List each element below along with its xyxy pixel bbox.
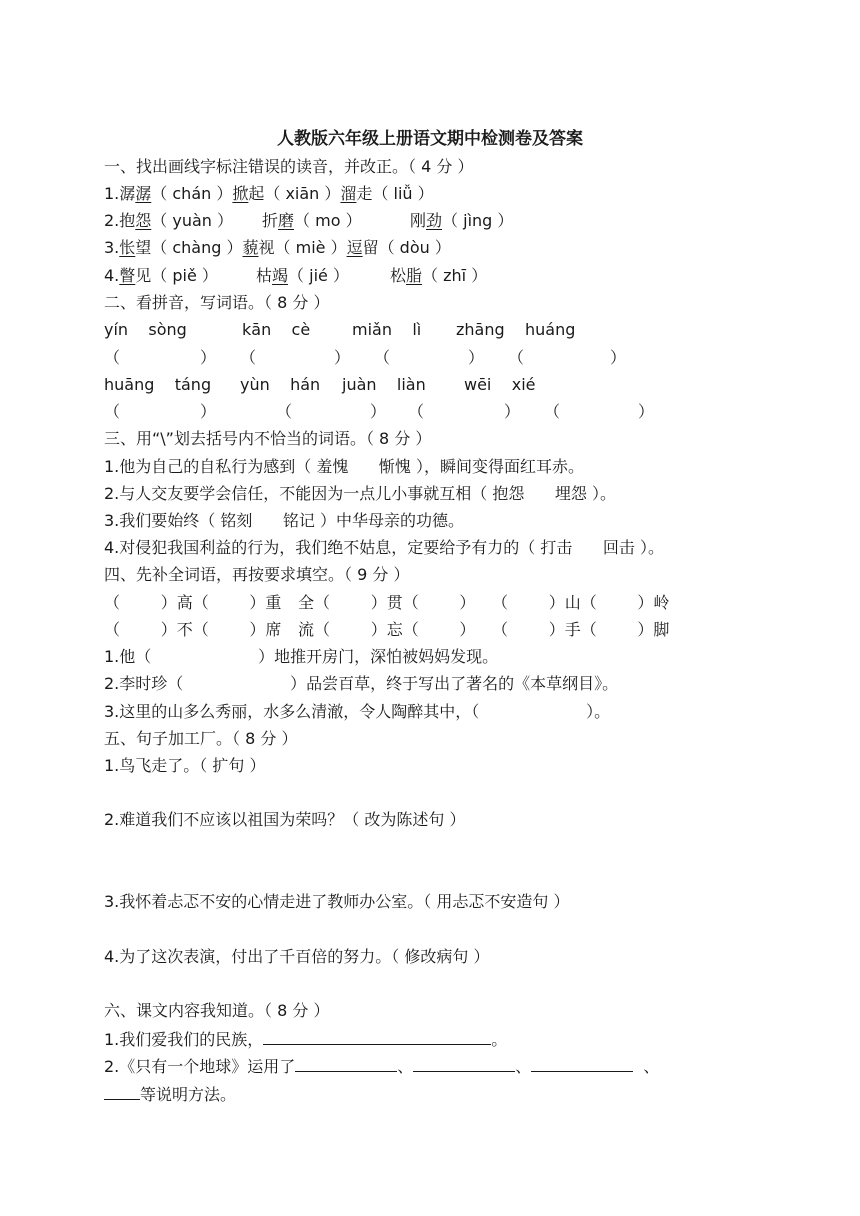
pinyin: wēi xié: [464, 375, 536, 394]
section-5-heading: 五、句子加工厂。（ 8 分 ）: [104, 729, 298, 748]
idiom-blank: （ ）高（ ）重: [104, 593, 282, 612]
s1-line-3: [104, 238, 451, 258]
section-1-heading: 一、找出画线字标注错误的读音，并改正。（ 4 分 ）: [104, 157, 474, 176]
pinyin: huāng táng: [104, 375, 212, 394]
underlined-char: 劲: [426, 211, 443, 230]
text: （ jié ）: [288, 266, 349, 285]
answer-paren-close: ）: [200, 402, 217, 421]
s5-question: 4.为了这次表演，付出了千百倍的努力。（ 修改病句 ）: [104, 947, 490, 966]
text: 起（ xiān ）: [248, 184, 341, 203]
s4-question: 2.李时珍（ ）品尝百草，终于写出了著名的《本草纲目》。: [104, 674, 619, 693]
s6-question-1: [104, 1029, 507, 1050]
text: 望（ chàng ）: [135, 238, 243, 257]
text: 视（ miè ）: [258, 238, 347, 257]
idiom-blank: （ ）手（ ）脚: [492, 620, 670, 639]
text: 1.我们爱我们的民族，: [104, 1030, 264, 1049]
underlined-char: 竭: [272, 266, 289, 285]
section-6-heading: 六、课文内容我知道。（ 8 分 ）: [104, 1001, 330, 1020]
text: （ mo ）: [294, 211, 362, 230]
s4-question: 3.这里的山多么秀丽，水多么清澈，令人陶醉其中，（ ）。: [104, 702, 611, 721]
answer-paren-open: （: [104, 402, 121, 421]
s6-question-2: [104, 1056, 659, 1077]
answer-paren-close: ）: [638, 402, 655, 421]
pinyin: yùn hán: [240, 375, 321, 394]
answer-paren-open: （: [276, 402, 293, 421]
answer-paren-close: ）: [334, 348, 351, 367]
underlined-char: 藐: [242, 238, 259, 257]
text: 刚: [410, 211, 427, 230]
fill-blank[interactable]: [531, 1056, 633, 1072]
s1-line-2-end: [410, 211, 513, 231]
underlined-char: 怅: [119, 238, 136, 257]
text: 2.《只有一个地球》运用了: [104, 1057, 296, 1076]
separator: 、: [397, 1057, 414, 1076]
s3-question: 1.他为自己的自私行为感到（ 羞愧 惭愧 ），瞬间变得面红耳赤。: [104, 457, 584, 476]
text: 3.: [104, 238, 120, 257]
s3-question: 4.对侵犯我国利益的行为，我们绝不姑息，定要给予有力的（ 打击 回击 ）。: [104, 538, 664, 557]
s3-question: 3.我们要始终（ 铭刻 铭记 ）中华母亲的功德。: [104, 511, 464, 530]
answer-paren-close: ）: [200, 348, 217, 367]
answer-paren-open: （: [544, 402, 561, 421]
answer-paren-open: （: [508, 348, 525, 367]
separator: 、: [515, 1057, 532, 1076]
pinyin: juàn liàn: [342, 375, 426, 394]
answer-paren-open: （: [240, 348, 257, 367]
pinyin: yín sòng: [104, 320, 187, 339]
s5-question: 2.难道我们不应该以祖国为荣吗？（ 改为陈述句 ）: [104, 810, 466, 829]
text: 枯: [256, 266, 273, 285]
separator: 、: [643, 1057, 660, 1076]
section-3-heading: 三、用“\”划去括号内不恰当的词语。（ 8 分 ）: [104, 429, 432, 448]
pinyin: kān cè: [242, 320, 311, 339]
answer-paren-open: （: [104, 348, 121, 367]
text: 。: [491, 1030, 508, 1049]
underlined-char: 溜: [340, 184, 357, 203]
text: 走（ liǚ ）: [356, 184, 434, 203]
fill-blank[interactable]: [295, 1056, 397, 1072]
underlined-char: 瞥: [119, 266, 136, 285]
idiom-blank: 全（ ）贯（ ）: [298, 593, 476, 612]
text: （ jìng ）: [442, 211, 514, 230]
section-4-heading: 四、先补全词语，再按要求填空。（ 9 分 ）: [104, 565, 410, 584]
pinyin: miǎn lì: [352, 320, 422, 339]
s1-line-4-end: [390, 266, 487, 286]
text: 2.抱: [104, 211, 136, 230]
page-title: 人教版六年级上册语文期中检测卷及答案: [277, 129, 583, 149]
text: 见（ piě ）: [135, 266, 218, 285]
text: （ chán ）: [151, 184, 233, 203]
s1-line-4-mid: [256, 266, 349, 286]
idiom-blank: （ ）山（ ）岭: [492, 593, 670, 612]
answer-paren-open: （: [408, 402, 425, 421]
text: 折: [262, 211, 279, 230]
answer-paren-close: ）: [610, 348, 627, 367]
answer-paren-close: ）: [468, 348, 485, 367]
section-2-heading: 二、看拼音，写词语。（ 8 分 ）: [104, 293, 330, 312]
underlined-char: 怨: [135, 211, 152, 230]
underlined-char: 逗: [346, 238, 363, 257]
s1-line-1: [104, 184, 434, 204]
s4-question: 1.他（ ）地推开房门，深怕被妈妈发现。: [104, 647, 499, 666]
idiom-blank: （ ）不（ ）席: [104, 620, 282, 639]
underlined-char: 潺: [135, 184, 152, 203]
s3-question: 2.与人交友要学会信任，不能因为一点儿小事就互相（ 抱怨 埋怨 ）。: [104, 484, 616, 503]
s1-line-4: [104, 266, 218, 286]
idiom-blank: 流（ ）忘（ ）: [298, 620, 476, 639]
text: 留（ dòu ）: [362, 238, 451, 257]
underlined-char: 磨: [278, 211, 295, 230]
s1-line-2: [104, 211, 233, 231]
text: （ yuàn ）: [151, 211, 234, 230]
s1-line-2-mid: [262, 211, 362, 231]
text: 等说明方法。: [140, 1085, 237, 1104]
text: 松: [390, 266, 407, 285]
fill-blank[interactable]: [413, 1056, 515, 1072]
text: 1.潺: [104, 184, 136, 203]
s5-question: 1.鸟飞走了。（ 扩句 ）: [104, 756, 266, 775]
fill-blank[interactable]: [104, 1084, 140, 1100]
s6-question-2-cont: [104, 1084, 236, 1105]
underlined-char: 掀: [232, 184, 249, 203]
answer-paren-close: ）: [504, 402, 521, 421]
text: 4.: [104, 266, 120, 285]
underlined-char: 脂: [406, 266, 423, 285]
fill-blank[interactable]: [263, 1029, 491, 1045]
answer-paren-open: （: [374, 348, 391, 367]
text: （ zhī ）: [422, 266, 488, 285]
s5-question: 3.我怀着忐忑不安的心情走进了教师办公室。（ 用忐忑不安造句 ）: [104, 892, 570, 911]
answer-paren-close: ）: [370, 402, 387, 421]
pinyin: zhāng huáng: [456, 320, 576, 339]
